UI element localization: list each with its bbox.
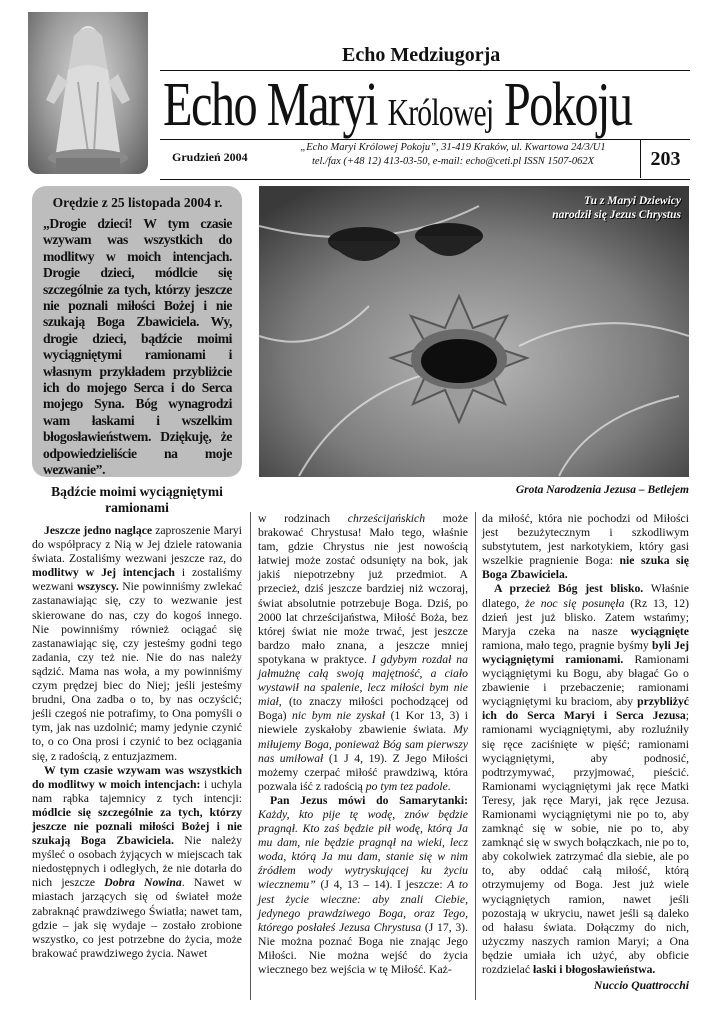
paragraph: W tym czasie wzywam was wszystkich do modlitwy w moich intencjach: i uchyla nam rąbka tajemnicy z tych intencji: módlcie się szczególnie za tych, którzy jeszcze nie poznali miłości Bożej i nie szukają Boga Zbawiciela. Nie należy myśleć o osobach żyjących w miejscach tak niedostępnych i odległych, że nie dotarła do nich jeszcze Dobra Nowina. Nawet w miastach jarzących się od świateł może zabraknąć prawdziwego Światła; nawet tam, gdzie – jak się wydaje – zostało zrobione wszystko, co jest potrzebne do życia, może brakować prawdziwego życia. Nawet xyxy=(32,763,243,960)
article-title: Bądźcie moimi wyciągniętymi ramionami xyxy=(51,484,223,515)
paragraph: w rodzinach chrześcijańskich może brakować Chrystusa! Mało tego, właśnie tam, gdzie Chrystus nie jest nowością łatwiej może zostać odsunięty na bok, jak jakiś niepotrzebny już przedmiot. A przecież, dziś jeszcze bardziej niż wczoraj, świat absolutnie potrzebuje Boga. Dziś, po 2000 lat chrześcijaństwa, Miłość Boża, bez której świat nie może trwać, jest jeszcze bardzo mało znana, a jeszcze mniej spotykana w praktyce. I gdybym rozdał na jałmużnę całą swoją majętność, a ciało wystawił na spalenie, lecz miłości bym nie miał, (to znaczy miłości pochodzącej od Boga) nic bym nie zyskał (1 Kor 13, 3) i niewiele zyskałoby zbawienie świata. My miłujemy Boga, ponieważ Bóg sam pierwszy nas umiłował (1 J 4, 19). Z Jego Miłości możemy czerpać miłość prawdziwą, która pozwala iść z radością po tym tez padole. xyxy=(258,512,469,793)
paragraph: Jeszcze jedno naglące zaproszenie Maryi do współpracy z Nią w Jej dziele ratowania świata. Zostaliśmy wezwani jeszcze raz, do modlitwy w Jej intencjach i zostaliśmy wezwani wszyscy. Nie powinniśmy zwlekać zastanawiając się, czy to wezwanie jest skierowane do nas, czy do kogoś innego. Nie powinniśmy również ociągać się zastanawiając się, czy jesteśmy godni tego zadania, czy też nie. Nie do nas należy sądzić. Mama nas woła, a my powinniśmy czym prędzej biec do Niej; jeśli jesteśmy brudni, Ona zadba o to, by nas oczyścić; jeśli czegoś nie potrafimy, to Ona pomyśli o tym, jak nas uzdolnić; mamy jedynie czynić to, o co Ona prosi i czynić to bez ociągania się, z radością, z entuzjazmem. xyxy=(32,524,242,763)
message-text: „Drogie dzieci! W tym czasie wzywam was wszystkich do modlitwy w moich intencjach. Drogie dzieci, módlcie się szczególnie za tych, którzy jeszcze nie poznali miłości Bożej i nie szukają Boga Zbawiciela. Wy, drogie dzieci, bądźcie moimi wyciągniętymi ramionami i własnym przykładem przybliżcie ich do mojego Serca i do Serca mojego Syna. Bóg wynagrodzi wam łaskami i wszelkim błogosławieństwem. Dziękuję, że odpowiedzieliście na moje wezwanie”. xyxy=(43,216,232,478)
title-part-pokoju: Pokoju xyxy=(493,71,632,139)
title-part-krolowej: Królowej xyxy=(387,92,494,134)
article-column-2 xyxy=(258,512,468,977)
paragraph: A przecież Bóg jest blisko. Właśnie dlatego, że noc się posunęła (Rz 13, 12) dzień jest już blisko. Zatem wstańmy; Maryja czeka na nasze wyciągnięte ramiona, mało tego, pragnie byśmy byli Jej wyciągniętymi ramionami. Ramionami wyciągniętymi ku Bogu, aby błagać Go o zbawienie i przebaczenie; ramionami wyciągniętymi ku braciom, aby przybliżyć ich do Serca Maryi i Serca Jezusa; ramionami wyciągniętymi, aby rozluźniły się ręce zaciśnięte w pięść; ramionami wyciągniętymi, aby podnosić, podtrzymywać, przyjmować, pieścić. Ramionami wyciągniętymi jak ręce Matki Teresy, jak ręce Maryi, jak ręce Jezusa. Ramionami wyciągniętymi nie po to, aby zamknąć się w sobie, nie po to, aby zamknąć się w swych bołączkach, nie po to, aby cokolwiek zatrzymać dla siebie, ale po to, aby oddać całą miłość, którą otrzymujemy od Boga. Jest już wiele wyciągniętych ramion, nawet jeśli pozostają w ukryciu, nawet jeśli są daleko od hałasu świata. Dołączmy do nich, użyczmy naszych ramion Maryi; a Ona będzie umiała ich użyć, aby obficie rozdzielać łaski i błogosławieństwa. xyxy=(482,582,690,976)
statue-drawing xyxy=(28,12,148,174)
article-column-1 xyxy=(32,524,242,961)
article-column-3 xyxy=(482,512,689,993)
madonna-statue-image xyxy=(28,12,148,174)
message-heading: Orędzie z 25 listopada 2004 r. xyxy=(52,195,223,210)
publisher-contact: tel./fax (+48 12) 413-03-50, e-mail: echo@ceti.pl ISSN 1507-062X xyxy=(311,156,595,167)
publisher-info xyxy=(268,141,638,169)
issue-date: Grudzień 2004 xyxy=(172,150,248,164)
photo-credit: Grota Narodzenia Jezusa – Betlejem xyxy=(515,484,689,496)
masthead-title xyxy=(163,71,632,139)
grotto-photo xyxy=(259,186,689,477)
issue-number: 203 xyxy=(640,140,690,178)
photo-caption-line1: Tu z Maryi Dziewicy xyxy=(584,195,681,207)
photo-caption-line2: narodził się Jezus Chrystus xyxy=(552,209,681,221)
masthead-rule-base xyxy=(160,179,690,180)
photo-caption xyxy=(552,194,681,222)
title-part-echo-maryi: Echo Maryi xyxy=(163,71,388,139)
column-divider xyxy=(250,512,251,1000)
column-divider xyxy=(475,512,476,1000)
paragraph: da miłość, która nie pochodzi od Miłości jest bezużytecznym i szkodliwym substytutem, jest narkotykiem, który gasi wszelkie pragnienie Boga: nie szuka się Boga Zbawiciela. xyxy=(482,512,689,582)
message-box xyxy=(32,186,242,477)
grotto-photo-drawing xyxy=(259,186,689,477)
article-signature: Nuccio Quattrocchi xyxy=(593,979,689,993)
masthead-subtitle: Echo Medziugorja xyxy=(342,44,501,66)
paragraph: Pan Jezus mówi do Samarytanki: Każdy, kto pije tę wodę, znów będzie pragnął. Kto zaś będzie pił wodę, którą Ja mu dam, nie będzie pragnął na wieki, lecz woda, którą Ja mu dam, stanie się w nim źródłem wody wytryskującej ku życiu wiecznemu” (J 4, 13 – 14). I jeszcze: A to jest życie wieczne: aby znali Ciebie, jedynego prawdziwego Boga, oraz Tego, którego posłałeś Jezusa Chrystusa (J 17, 3). Nie można poznać Boga nie znając Jego Miłości. Nie można wejść do życia wiecznego bez wejścia w tę Miłość. Każ- xyxy=(258,793,468,976)
publisher-address: „Echo Maryi Królowej Pokoju”, 31-419 Kraków, ul. Kwartowa 24/3/U1 xyxy=(300,142,606,153)
publication-info-row xyxy=(160,140,690,180)
